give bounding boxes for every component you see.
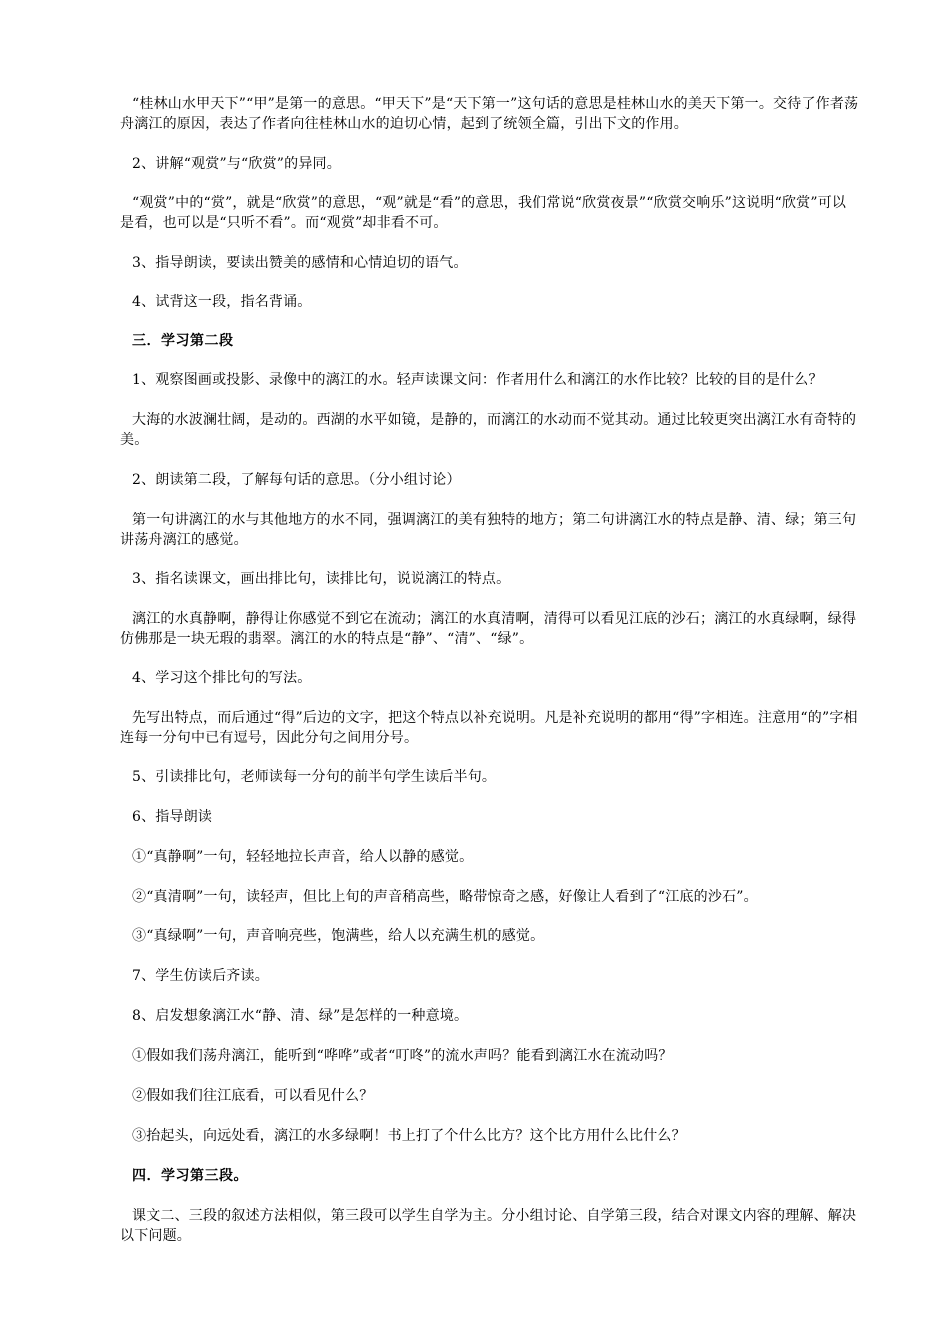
paragraph-17: ②“真清啊”一句，读轻声，但比上旬的声音稍高些，略带惊奇之感，好像让人看到了“江底的沙石”。: [132, 889, 758, 905]
paragraph-10: 3、指名读课文，画出排比句，读排比句，说说漓江的特点。: [132, 571, 511, 587]
paragraph-21: ①假如我们荡舟漓江，能听到“哗哗”或者“叮咚”的流水声吗？能看到漓江水在流动吗？: [132, 1048, 673, 1064]
paragraph-14: 5、引读排比句，老师读每一分句的前半句学生读后半句。: [132, 769, 497, 785]
paragraph-12: 4、学习这个排比句的写法。: [132, 670, 312, 686]
paragraph-15: 6、指导朗读: [132, 809, 213, 825]
paragraph-22: ②假如我们往江底看，可以看见什么？: [132, 1088, 374, 1104]
paragraph-6: 1、观察图画或投影、录像中的漓江的水。轻声读课文问：作者用什么和漓江的水作比较？比较的目的是什么？: [132, 372, 823, 388]
paragraph-18: ③“真绿啊”一句，声音响亮些，饱满些，给人以充满生机的感觉。: [132, 928, 545, 944]
paragraph-23: ③抬起头，向远处看，漓江的水多绿啊！书上打了个什么比方？这个比方用什么比什么？: [132, 1128, 686, 1144]
paragraph-16: ①“真静啊”一句，轻轻地拉长声音，给人以静的感觉。: [132, 849, 474, 865]
section-heading-4: 四．学习第三段。: [132, 1168, 248, 1184]
paragraph-1: “桂林山水甲天下”“甲”是第一的意思。“甲天下”是“天下第一”这句话的意思是桂林山水的美天下第一。交待了作者荡舟漓江的原因，表达了作者向往桂林山水的迫切心情，起到了统领全篇，引出下文的作用。: [120, 96, 859, 132]
section-heading-3: 三．学习第二段: [132, 333, 234, 349]
paragraph-9: 第一句讲漓江的水与其他地方的水不同，强调漓江的美有独特的地方；第二句讲漓江水的特点是静、清、绿；第三句讲荡舟漓江的感觉。: [120, 512, 857, 548]
paragraph-24: 课文二、三段的叙述方法相似，第三段可以学生自学为主。分小组讨论、自学第三段，结合对课文内容的理解、解决以下问题。: [120, 1208, 857, 1244]
paragraph-5: 4、试背这一段，指名背诵。: [132, 294, 312, 310]
paragraph-7: 大海的水波澜壮阔，是动的。西湖的水平如镜，是静的，而漓江的水动而不觉其动。通过比较更突出漓江水有奇特的美。: [120, 412, 857, 448]
paragraph-11: 漓江的水真静啊，静得让你感觉不到它在流动；漓江的水真清啊，清得可以看见江底的沙石；漓江的水真绿啊，绿得仿佛那是一块无瑕的翡翠。漓江的水的特点是“静”、“清”、“绿”。: [120, 611, 857, 647]
paragraph-4: 3、指导朗读，要读出赞美的感情和心情迫切的语气。: [132, 255, 468, 271]
paragraph-8: 2、朗读第二段，了解每句话的意思。（分小组讨论）: [132, 472, 461, 488]
paragraph-20: 8、启发想象漓江水“静、清、绿”是怎样的一种意境。: [132, 1008, 469, 1024]
paragraph-19: 7、学生仿读后齐读。: [132, 968, 269, 984]
paragraph-3: “观赏”中的“赏”，就是“欣赏”的意思，“观”就是“看”的意思，我们常说“欣赏夜景”“欣赏交响乐”这说明“欣赏”可以是看，也可以是“只听不看”。而“观赏”却非看不可。: [120, 195, 847, 231]
paragraph-2: 2、讲解“观赏”与“欣赏”的异同。: [132, 156, 341, 172]
paragraph-13: 先写出特点，而后通过“得”后边的文字，把这个特点以补充说明。凡是补充说明的都用“得”字相连。注意用“的”字相连每一分句中已有逗号，因此分句之间用分号。: [120, 710, 858, 746]
